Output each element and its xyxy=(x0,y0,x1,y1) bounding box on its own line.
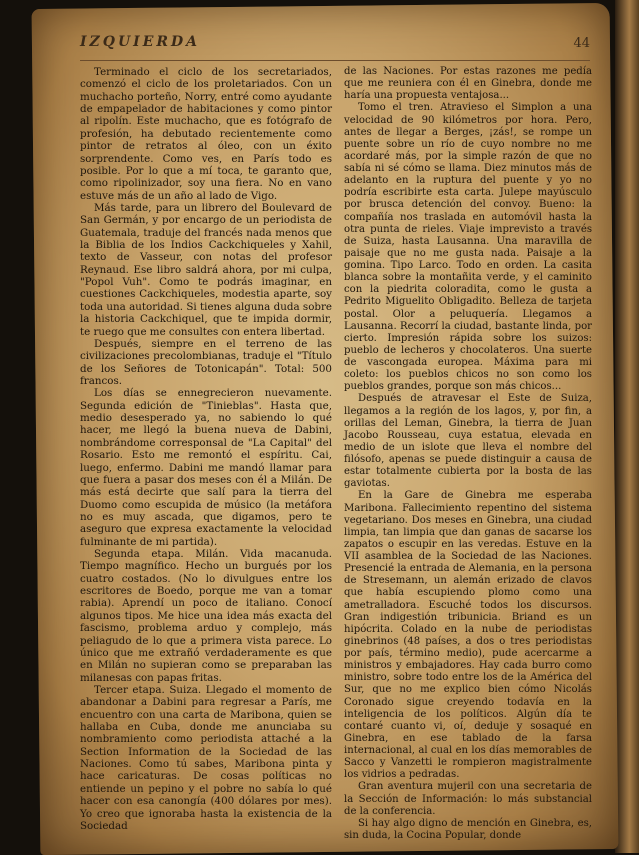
left-column xyxy=(80,66,332,832)
header-rule xyxy=(80,60,590,61)
paragraph: Terminado el ciclo de los secretariados, comenzó el ciclo de los proletariados. Con un muchacho porteño, Norry, entré como ayudante de empapelador de habitaciones y como pintor al ripolín. Este muchacho, que es fotógrafo de profesión, ha debutado recientemente como pintor de retratos al óleo, con un éxito sorprendente. Como ves, en París todo es posible. Por lo que a mí toca, te garanto que, como ripolinizador, soy una fiera. No en vano estuve más de un año al lado de Vigo. xyxy=(80,66,332,202)
paragraph: Después, siempre en el terreno de las civilizaciones precolombianas, traduje el "Título de los Señores de Totonicapán". Total: 500 francos. xyxy=(80,337,332,387)
paragraph: Después de atravesar el Este de Suiza, llegamos a la región de los lagos, y, por fin, a orillas del Leman, Ginebra, la tierra de Juan Jacobo Rousseau, cuya estatua, elevada en medio de un islote que lleva el nombre del filósofo, apenas se puede distinguir a causa de estar totalmente cubierta por la bosta de las gaviotas. xyxy=(344,393,592,490)
adjacent-page-edge xyxy=(615,0,639,853)
paragraph: Tomo el tren. Atravieso el Simplon a una velocidad de 90 kilómetros por hora. Pero, antes de llegar a Berges, ¡zás!, se rompe un puente sobre un río de cuyo nombre no me acordaré más, por la simple razón de que no sabía ni sé cómo se llama. Diez minutos más de adelanto en la ruptura del puente y yo no podría escribirte esta carta. Julepe mayúsculo por brusca detención del convoy. Bueno: la compañía nos traslada en automóvil hasta la otra punta de rieles. Viaje imprevisto a través de Suiza, hasta Lausanna. Una maravilla de paisaje que no me gusta nada. Paisaje a la gomina. Tipo Larco. Todo en orden. La casita blanca sobre la montañita verde, y el caminito con la piedrita coloradita, como le gusta a Pedrito Miguelito Obligadito. Belleza de tarjeta postal. Olor a peluquería. Llegamos a Lausanna. Recorrí la ciudad, bastante linda, por cierto. Impresión rápida sobre los suizos: pueblo de lecheros y chocolateros. Una suerte de vascongada europea. Máxima para mi coleto: los pueblos chicos no son como los pueblos grandes, porque son más chicos... xyxy=(344,102,592,393)
running-title: IZQUIERDA xyxy=(80,34,201,50)
paragraph: Si hay algo digno de mención en Ginebra, es, sin duda, la Cocina Popular, donde xyxy=(344,817,592,841)
page-header xyxy=(80,30,590,62)
paragraph: Tercer etapa. Suiza. Llegado el momento de abandonar a Dabini para regresar a París, me encuentro con una carta de Maribona, quien se hallaba en Cuba, donde me anunciaba su nombramiento como periodista attaché a la Section Information de la Sociedad de las Naciones. Como tú sabes, Maribona pinta y hace caricaturas. De cosas políticas no entiende un pepino y el pobre no sabía lo qué hacer con esa canongía (400 dólares por mes). Yo creo que ignoraba hasta la existencia de la Sociedad xyxy=(80,683,332,832)
paragraph: En la Gare de Ginebra me esperaba Maribona. Fallecimiento repentino del sistema vegetariano. Dos meses en Ginebra, una ciudad limpia, tan limpia que dan ganas de sacarse los zapatos o escupir en las veredas. Estuve en la VII asamblea de la Sociedad de las Naciones. Presencié la entrada de Alemania, en la persona de Stresemann, un alemán erizado de clavos que había escupiendo plomo como una ametralladora. Escuché todos los discursos. Gran indigestión tribunicia. Briand es un hipócrita. Colado en la nube de periodistas ginebrinos (48 países, a dos o tres periodistas por país, término medio), pude acercarme a ministros y embajadores. Hay cada burro como ministro, sobre todo entre los de la América del Sur, que no me explico bien cómo Nicolás Coronado sigue creyendo todavía en la inteligencia de los políticos. Algún día te contaré cuanto vi, oí, deduje y sosaqué en Ginebra, en ese tablado de la farsa internacional, al cual en los días memorables de Sacco y Vanzetti le rompieron magistralmente los vidrios a pedradas. xyxy=(344,490,592,781)
paragraph: Segunda etapa. Milán. Vida macanuda. Tiempo magnífico. Hecho un burgués por los cuatro costados. (No lo divulgues entre los escritores de Boedo, porque me van a tomar rabia). Aprendí un poco de italiano. Conocí algunos tipos. Me hice una idea más exacta del fascismo, problema arduo y complejo, más peliagudo de lo que a primera vista parece. Lo único que me extrañó verdaderamente es que en Milán no supieran como se preparaban las milanesas con papas fritas. xyxy=(80,548,332,684)
page-number: 44 xyxy=(573,36,590,51)
paragraph: Más tarde, para un librero del Boulevard de San Germán, y por encargo de un periodista de Guatemala, traduje del francés nada menos que la Biblia de los Indios Cackchiqueles y Xahil, texto de Vasseur, con notas del profesor Reynaud. Ese libro saldrá ahora, por mi culpa, "Popol Vuh". Como te podrás imaginar, en cuestiones Cackchiqueles, modestia aparte, soy toda una autoridad. Si tienes alguna duda sobre la historia Cackchiquel, que te impida dormir, te ruego que me consultes con entera libertad. xyxy=(80,201,332,338)
paragraph: de las Naciones. Por estas razones me pedía que me reuniera con él en Ginebra, donde me haría una propuesta ventajosa... xyxy=(344,66,592,102)
paragraph: Gran aventura mujeril con una secretaria de la Sección de Información: lo más substancial de la conferencia. xyxy=(344,781,592,817)
paragraph: Los días se ennegrecieron nuevamente. Segunda edición de "Tinieblas". Hasta que, medio desesperado ya, no sabiendo lo qué hacer, me llegó la buena nueva de Dabini, nombrándome corresponsal de "La Capital" del Rosario. Esto me remontó el espíritu. Cai, luego, enfermo. Dabini me mandó llamar para que fuera a pasar dos meses con él a Milán. De más está decirte que salí para la tierra del Duomo como escupida de músico (la metáfora no es muy ascada, que digamos, pero te aseguro que expresa exactamente la velocidad fulminante de mi partida). xyxy=(80,387,332,548)
right-column xyxy=(344,66,592,842)
